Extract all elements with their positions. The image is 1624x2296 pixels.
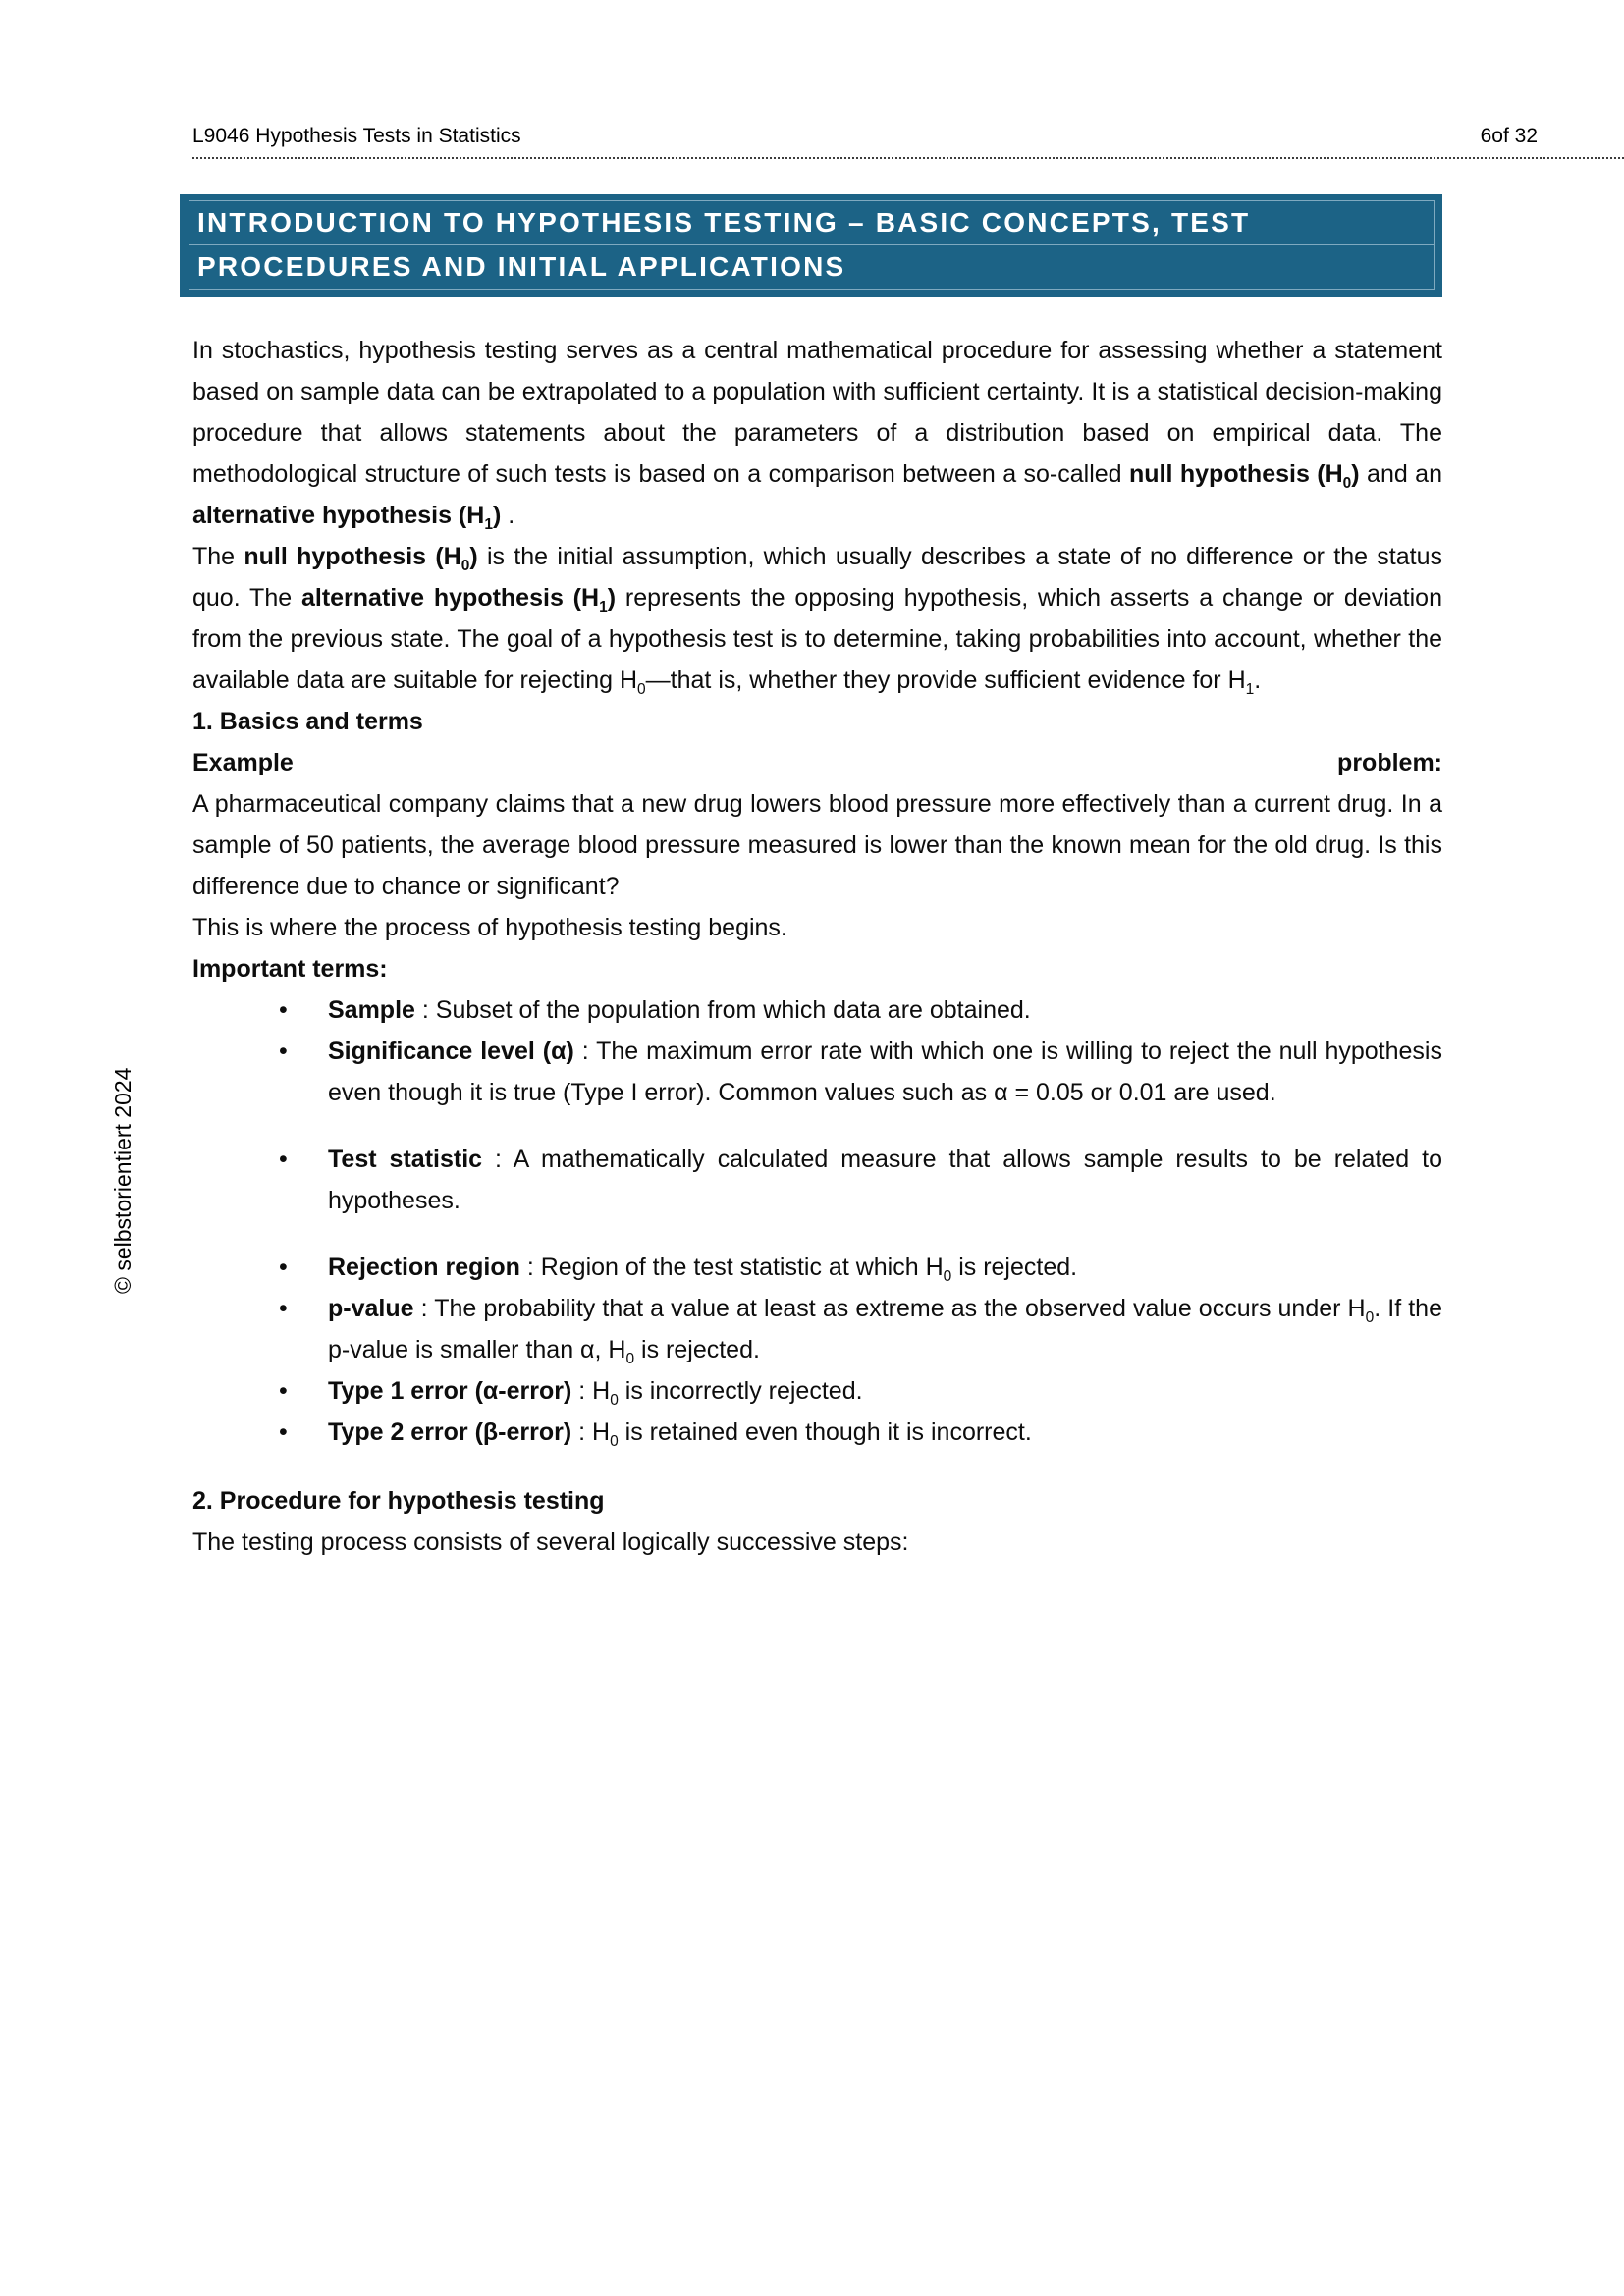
procedure-intro-paragraph: The testing process consists of several logically successive steps: xyxy=(192,1528,909,1556)
list-item-text: Type 2 error (β-error) : $H_0$ is retained even though it is incorrect. xyxy=(328,1418,1032,1450)
bullet-icon: • xyxy=(279,1038,288,1065)
list-item-text: Type 1 error (α-error) : $H_0$ is incorrectly rejected. xyxy=(328,1377,863,1409)
list-item-text: Significance level (α) : The maximum error rate with which one is willing to reject the null hypothesis even though it is true (Type I error). Common values such as α = 0.05 or 0.01 are used. xyxy=(328,1038,1442,1106)
example-problem-label: problem: xyxy=(1337,749,1442,776)
list-item xyxy=(192,1412,1442,1453)
bullet-icon: • xyxy=(279,1377,288,1405)
banner-title-line-2: PROCEDURES AND INITIAL APPLICATIONS xyxy=(189,244,1434,289)
bullet-icon: • xyxy=(279,996,288,1024)
page-header-row xyxy=(192,124,1624,149)
page-number: 6of 32 xyxy=(1480,125,1538,147)
heading-procedure: 2. Procedure for hypothesis testing xyxy=(192,1487,605,1515)
bullet-icon: • xyxy=(279,1254,288,1281)
terms-list xyxy=(192,989,1442,1453)
list-item-text: Test statistic : A mathematically calculated measure that allows sample results to be related to hypotheses. xyxy=(328,1146,1442,1214)
list-item xyxy=(192,1288,1442,1370)
copyright-note: © selbstorientiert 2024 xyxy=(110,1067,135,1294)
list-item-text: p-value : The probability that a value at least as extreme as the observed value occurs under $H_0$. If the p-value is smaller than α, $H_0$ is rejected. xyxy=(328,1295,1442,1367)
intro-paragraph-2: The null hypothesis $(H_0)$ is the initial assumption, which usually describes a state of no difference or the status quo. The alternative hypothesis $(H_1)$ represents the opposing hypothesis, which asserts a change or deviation from the previous state. The goal of a hypothesis test is to determine, taking probabilities into account, whether the available data are suitable for rejecting $H_0—that$ is, whether they provide sufficient evidence for $H_1$. xyxy=(192,543,1443,698)
list-item xyxy=(192,1031,1442,1113)
bullet-icon: • xyxy=(279,1146,288,1173)
heading-important-terms: Important terms: xyxy=(192,955,388,983)
bullet-icon: • xyxy=(279,1295,288,1322)
list-item-text: Rejection region : Region of the test statistic at which $H_0$ is rejected. xyxy=(328,1254,1078,1285)
section-title-banner xyxy=(180,194,1442,297)
transition-paragraph: This is where the process of hypothesis testing begins. xyxy=(192,914,787,941)
list-item xyxy=(192,1370,1442,1412)
intro-paragraph-1: In stochastics, hypothesis testing serves as a central mathematical procedure for assessing whether a statement based on sample data can be extrapolated to a population with sufficient certainty. It is a statistical decision-making procedure that allows statements about the parameters of a distribution based on empirical data. The methodological structure of such tests is based on a comparison between a so-called null hypothesis $(H_0)$ and an alternative hypothesis $(H_1)$ . xyxy=(192,337,1442,533)
example-heading-row xyxy=(192,742,1442,783)
list-item xyxy=(192,1139,1442,1221)
banner-title-line-1: INTRODUCTION TO HYPOTHESIS TESTING – BASIC CONCEPTS, TEST xyxy=(197,207,1251,238)
example-label: Example xyxy=(192,749,294,776)
section-title-banner-frame xyxy=(189,200,1435,290)
header-title: L9046 Hypothesis Tests in Statistics xyxy=(192,125,521,147)
example-paragraph: A pharmaceutical company claims that a new drug lowers blood pressure more effectively than a current drug. In a sample of 50 patients, the average blood pressure measured is lower than the known mean for the old drug. Is this difference due to chance or significant? xyxy=(192,790,1442,900)
page-header xyxy=(192,124,1624,159)
list-item xyxy=(192,989,1442,1031)
document-body xyxy=(192,330,1442,1563)
heading-basics: 1. Basics and terms xyxy=(192,708,423,735)
list-item xyxy=(192,1247,1442,1288)
bullet-icon: • xyxy=(279,1418,288,1446)
list-item-text: Sample : Subset of the population from which data are obtained. xyxy=(328,996,1031,1024)
